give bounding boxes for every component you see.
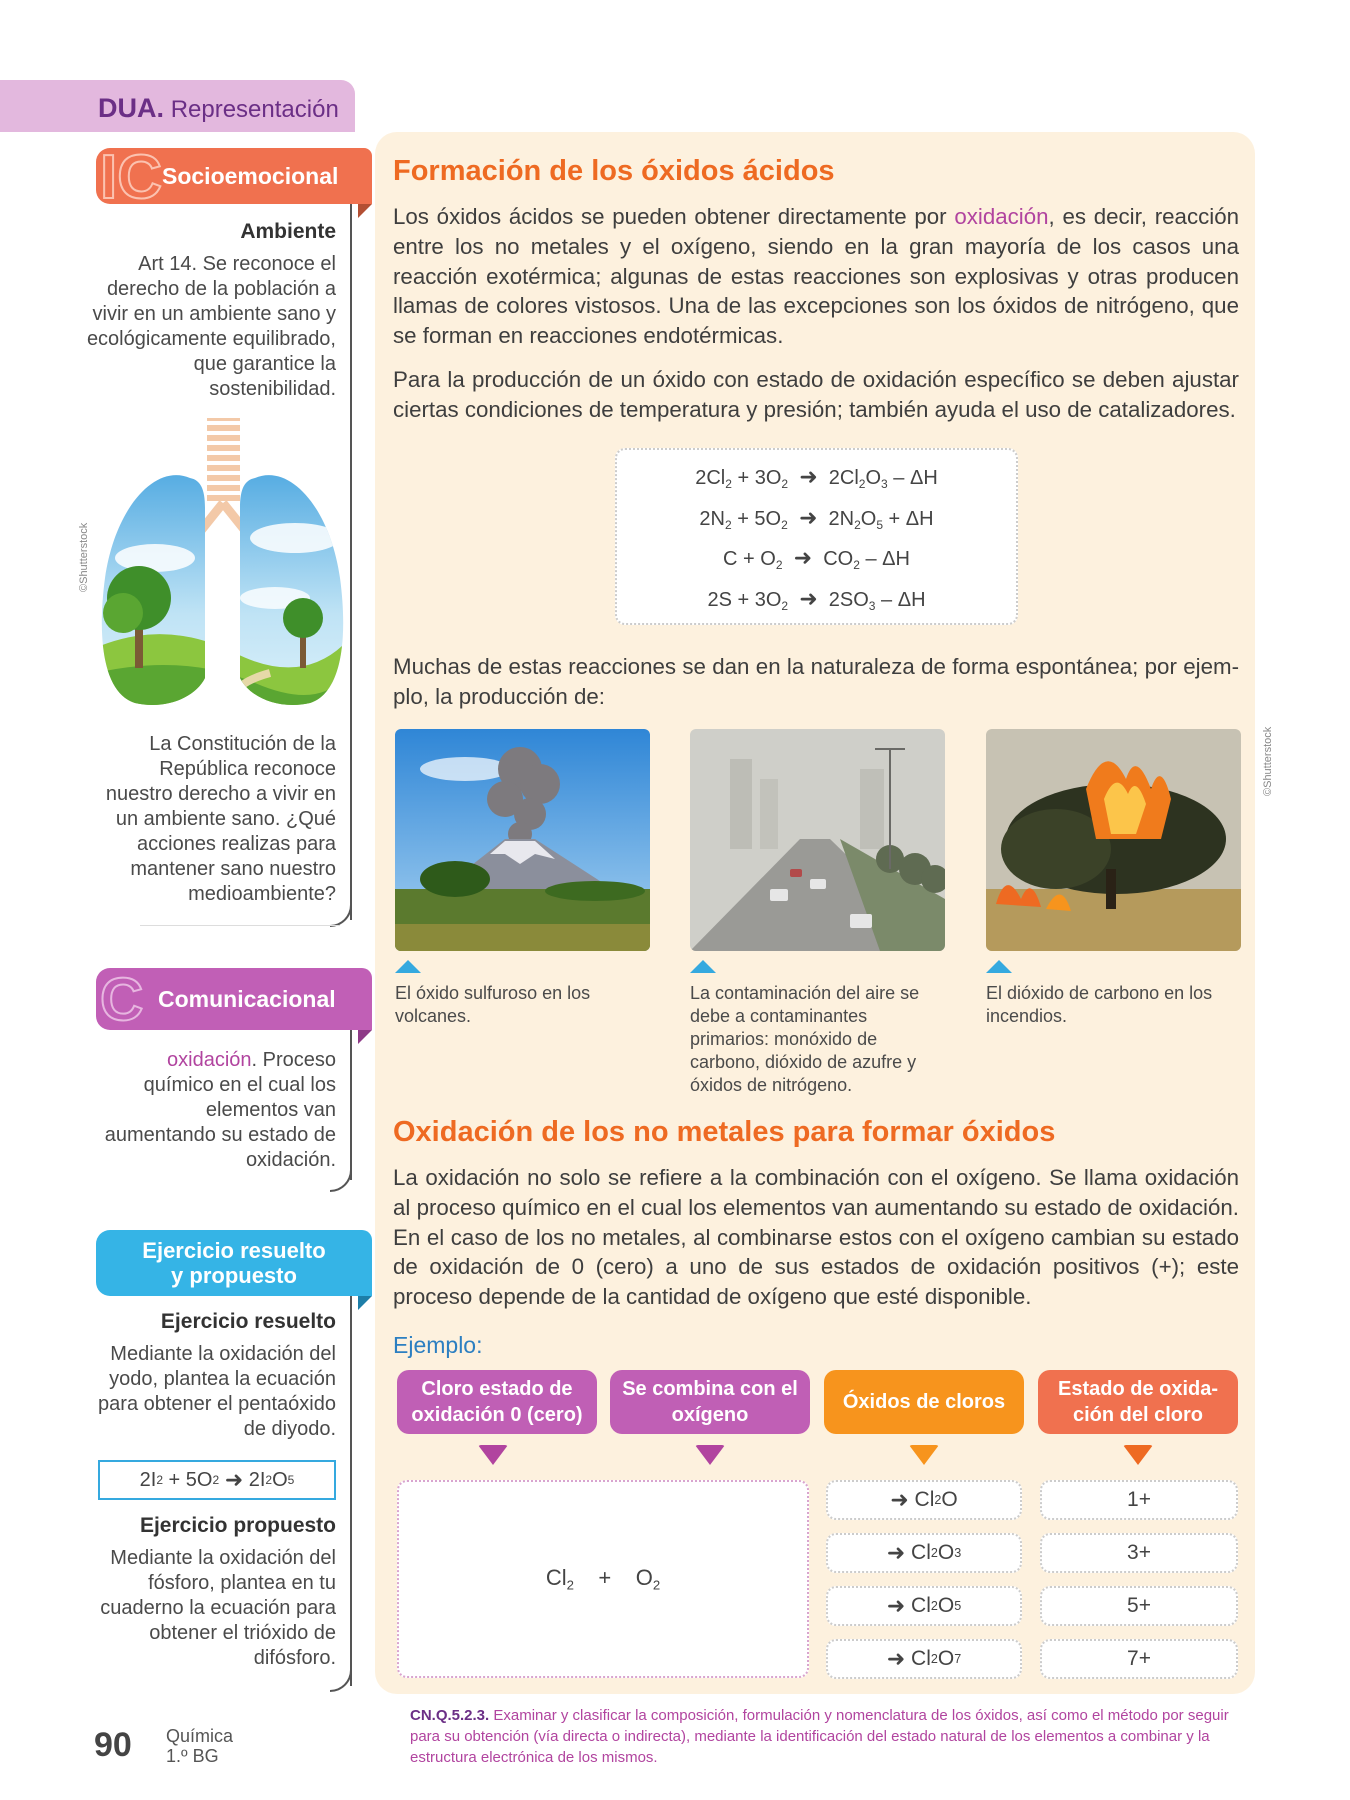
constitucion-question: La Constitución de la República reconoce nuestro derecho a vivir en un ambiente sano. ¿Qué acciones realizas para mantener sano nuestro medioambiente? xyxy=(105,733,336,905)
ambiente-heading: Ambiente xyxy=(240,220,336,243)
volcano-photo xyxy=(395,729,650,951)
tab-fold xyxy=(358,1296,372,1310)
tag-chlorine-oxides: Óxidos de cloros xyxy=(824,1370,1024,1434)
paragraph-oxidation: La oxidación no solo se refiere a la combinación con el oxígeno. Se llama oxidación al proceso químico en el cual los elementos van aumentando su estado de oxidación. En el caso de los no metales, al combinarse estos con el oxígeno cambian su estado de oxidación de 0 (cero) a uno de sus estados de oxidación positivos (+); este proceso depende de la cantidad de oxígeno que esté disponible. xyxy=(393,1165,1239,1310)
iodine-equation: 2I 2 + 5O 2 ➜ 2I 2 O 5 xyxy=(98,1460,336,1500)
sidebar-corner xyxy=(330,1170,352,1192)
propuesto-text: Mediante la oxidación del fósforo, plantea en tu cuaderno la ecuación para obtener el trióxido de difósforo. xyxy=(100,1547,336,1669)
title-formacion: Formación de los óxidos ácidos xyxy=(393,155,835,187)
page-number: 90 xyxy=(94,1726,132,1764)
photo-credit: ©Shutterstock xyxy=(78,522,90,592)
reactants-formula: $Cl_2$ + $O_2$ xyxy=(545,1565,661,1593)
sidebar-separator xyxy=(140,925,340,926)
paragraph-conditions: Para la producción de un óxido con estado de oxidación específico se deben ajustar ciertas condiciones de temperatura y presión; también ayuda el uso de catalizadores. xyxy=(393,367,1239,422)
caption-volcano: El óxido sulfuroso en los volcanes. xyxy=(395,983,591,1026)
oxide-cl2o3: ➜ Cl 2 O 3 xyxy=(826,1533,1022,1573)
equation-carbon: $C + O_2$ ➜ $CO_2$ – ΔH xyxy=(723,545,910,573)
paragraph-intro: Los óxidos ácidos se pueden obtener directamente por oxidación, es decir, reacción entre los no metales y el oxígeno, siendo en la gran mayoría de los casos una reacción exotérmica; algunas de estas reacciones son explosivas y otras producen llamas de colores vistosos. Una de las excepciones son los óxidos de nitrógeno, que se forman en reacciones endotérmicas. xyxy=(393,204,1240,349)
sidebar-corner xyxy=(330,1670,352,1692)
comunicacional-label: Comunicacional xyxy=(158,985,336,1012)
state-cell: 5+ xyxy=(1040,1586,1238,1626)
ejercicio-tab: Ejercicio resuelto y propuesto xyxy=(96,1230,372,1296)
tag-chlorine-state: Cloro estado de oxidación 0 (cero) xyxy=(397,1370,597,1434)
equation-chlorine: $2Cl_2 + 3O_2$ ➜ $2Cl_2O_3$ – ΔH xyxy=(695,464,938,492)
socioemocional-label: Socioemocional xyxy=(162,162,339,189)
resuelto-heading: Ejercicio resuelto xyxy=(160,1310,336,1333)
oxide-cl2o5: ➜ Cl 2 O 5 xyxy=(826,1586,1022,1626)
equation-nitrogen: $2N_2 + 5O_2$ ➜ $2N_2O_5 + \Delta H$ xyxy=(699,505,934,533)
tab-fold xyxy=(358,1030,372,1044)
oxidacion-definition: oxidación. Proceso químico en el cual los elementos van aumentando su estado de oxidación. xyxy=(104,1049,336,1171)
caption-arrow-icon xyxy=(690,960,716,973)
oxide-cl2o: ➜ Cl 2 O xyxy=(826,1480,1022,1520)
state-cell: 3+ xyxy=(1040,1533,1238,1573)
paragraph-nature: Muchas de estas reacciones se dan en la naturaleza de forma espontánea; por ejemplo, la producción de: xyxy=(393,654,1239,709)
tag-oxidation-state: Estado de oxida-ción del cloro xyxy=(1038,1370,1238,1434)
pollution-photo xyxy=(690,729,945,951)
caption-arrow-icon xyxy=(395,960,421,973)
example-label: Ejemplo: xyxy=(393,1332,483,1358)
title-oxidacion: Oxidación de los no metales para formar óxidos xyxy=(393,1116,1056,1148)
caption-fire: El dióxido de carbono en los incendios. xyxy=(986,983,1213,1026)
comunicacional-tab xyxy=(96,968,372,1030)
photo-credit: ©Shutterstock xyxy=(1262,726,1274,796)
propuesto-heading: Ejercicio propuesto xyxy=(139,1514,336,1537)
caption-arrow-icon xyxy=(986,960,1012,973)
wildfire-photo xyxy=(986,729,1241,951)
sidebar-corner xyxy=(330,905,352,927)
svg-text:IC: IC xyxy=(100,146,162,206)
socioemocional-tab xyxy=(96,148,372,204)
equation-sulfur: $2S + 3O_2$ ➜ $2SO_3$ – ΔH xyxy=(707,586,926,614)
tag-combines-oxygen: Se combina con el oxígeno xyxy=(610,1370,810,1434)
c-logo-icon xyxy=(98,970,148,1028)
ic-logo-icon xyxy=(96,146,166,206)
lungs-illustration xyxy=(95,418,350,718)
resuelto-text: Mediante la oxidación del yodo, plantea la ecuación para obtener el pentaóxido de diyodo. xyxy=(98,1343,336,1440)
state-cell: 1+ xyxy=(1040,1480,1238,1520)
caption-pollution: La contaminación del aire se debe a contaminantes primarios: monóxido de carbono, dióxido de azufre y óxidos de nitrógeno. xyxy=(690,983,920,1095)
state-cell: 7+ xyxy=(1040,1639,1238,1679)
dua-label: DUA. Representación xyxy=(98,93,339,123)
svg-text:C: C xyxy=(100,970,144,1028)
ambiente-text: Art 14. Se reconoce el derecho de la población a vivir en un ambiente sano y ecológicamente equilibrado, que garantice la sostenibilidad. xyxy=(86,253,336,400)
oxide-cl2o7: ➜ Cl 2 O 7 xyxy=(826,1639,1022,1679)
sidebar-divider xyxy=(350,150,352,920)
tab-fold xyxy=(358,204,372,218)
sidebar-divider xyxy=(350,1296,352,1686)
subject-label: Química 1.º BG xyxy=(166,1726,234,1766)
curriculum-note: CN.Q.5.2.3. Examinar y clasificar la composición, formulación y nomenclatura de los óxidos, así como el método por seguir para su obtención (vía directa o indirecta), mediante la identificación del estado natural de los elementos a combinar y la estructura electrónica de los mismos. xyxy=(410,1707,1229,1766)
sidebar-divider xyxy=(350,1030,352,1180)
